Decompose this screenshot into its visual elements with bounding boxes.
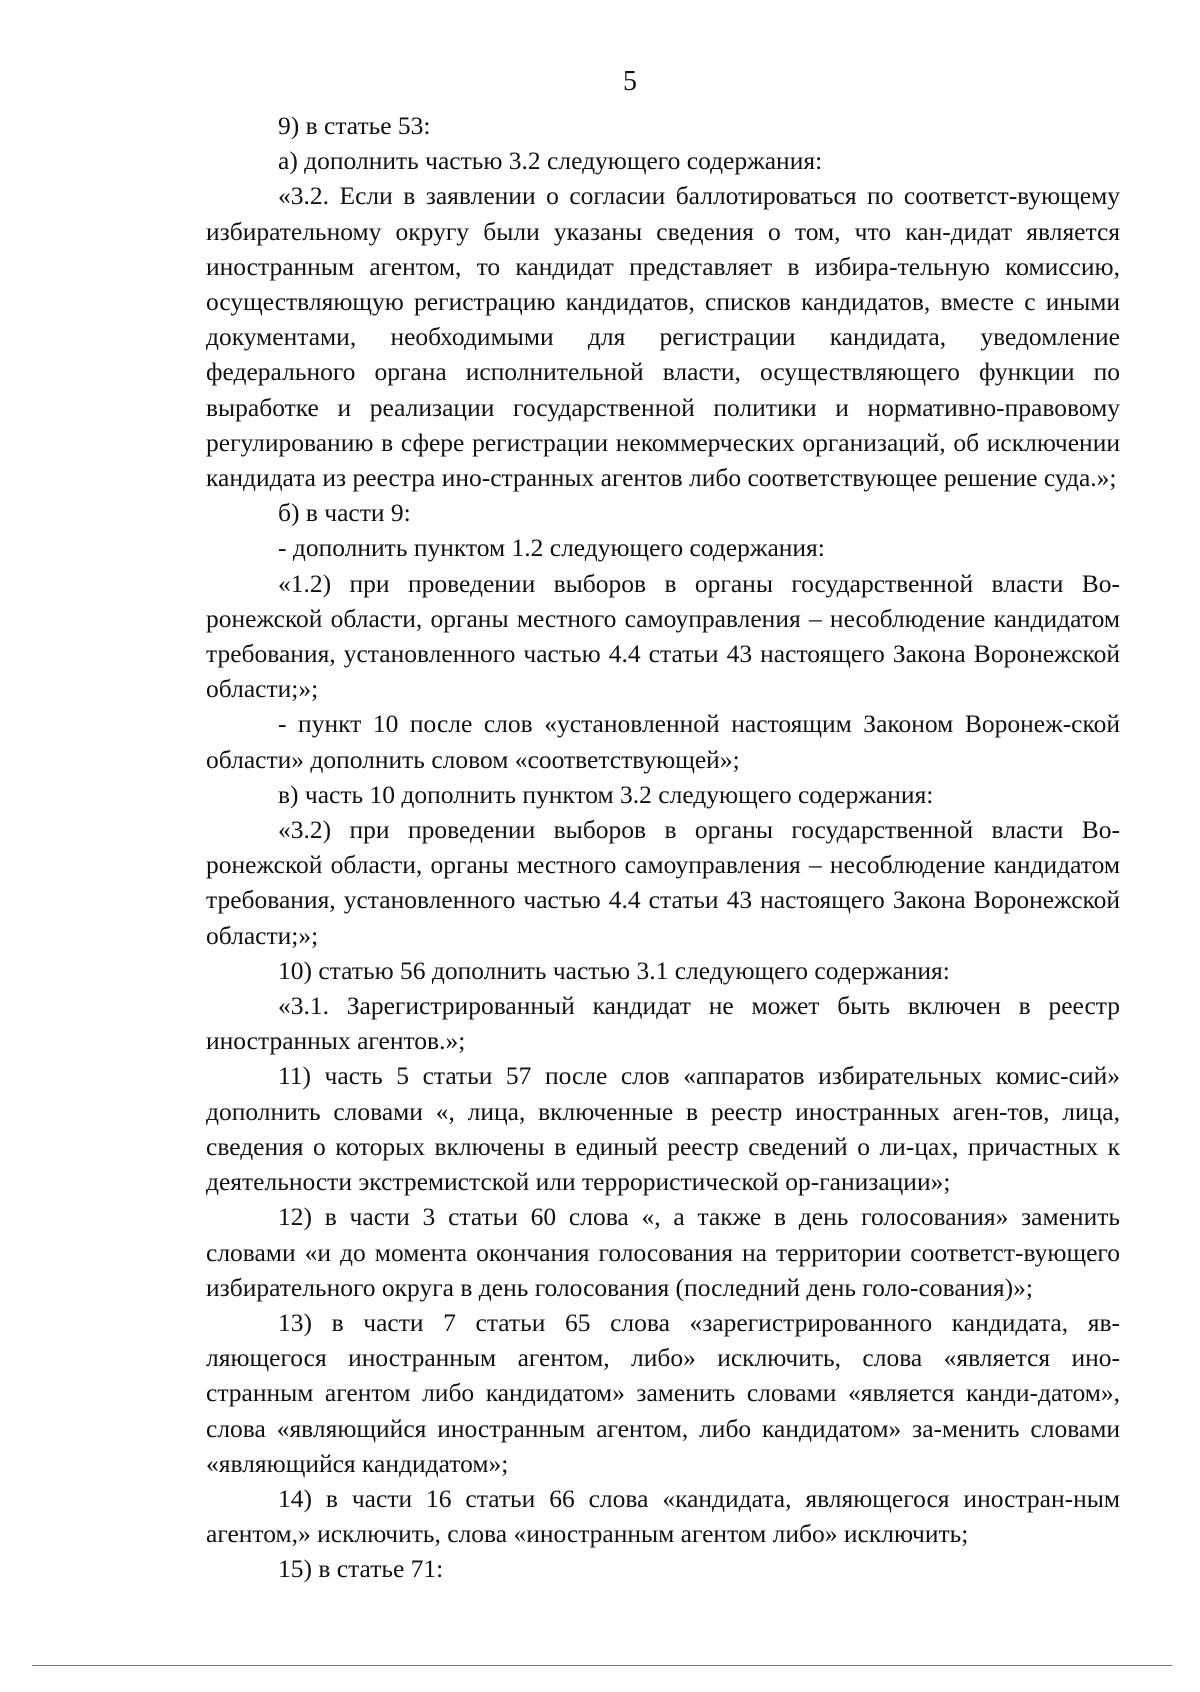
paragraph-quote-3-2: «3.2. Если в заявлении о согласии баллотироваться по соответст-вующему избирательному округу были указаны сведения о том, что кан-дидат является иностранным агентом, то кандидат представляет в избира-тельную комиссию, осуществляющую регистрацию кандидатов, списков кандидатов, вместе с иными документами, необходимыми для регистрации кандидата, уведомление федерального органа исполнительной власти, осуществляющего функции по выработке и реализации государственной политики и нормативно-правовому регулированию в сфере регистрации некоммерческих организаций, об исключении кандидата из реестра ино-странных агентов либо соответствующее решение суда.»;: [206, 181, 1120, 493]
paragraph-item-12: 12) в части 3 статьи 60 слова «, а также в день голосования» заменить словами «и до момента окончания голосования на территории соответст-вующего избирательного округа в день голосования (последний день голо-сования)»;: [206, 1202, 1120, 1302]
paragraph-subitem-b: б) в части 9:: [278, 498, 411, 528]
paragraph-item-11: 11) часть 5 статьи 57 после слов «аппаратов избирательных комис-сий» дополнить словами «, лица, включенные в реестр иностранных аген-тов, лица, сведения о которых включены в единый реестр сведений о ли-цах, причастных к деятельности экстремистской или террористической ор-ганизации»;: [206, 1061, 1120, 1197]
paragraph-add-point-1-2: - дополнить пунктом 1.2 следующего содержания:: [278, 533, 825, 563]
paragraph-item-10: 10) статью 56 дополнить частью 3.1 следующего содержания:: [278, 955, 950, 985]
paragraph-subitem-v: в) часть 10 дополнить пунктом 3.2 следующего содержания:: [278, 779, 934, 809]
paragraph-quote-3-2-b: «3.2) при проведении выборов в органы государственной власти Во-ронежской области, органы местного самоуправления – несоблюдение кандидатом требования, установленного частью 4.4 статьи 43 настоящего Закона Воронежской области;»;: [206, 815, 1120, 950]
paragraph-item-15: 15) в статье 71:: [278, 1554, 444, 1584]
paragraph-subitem-a: а) дополнить частью 3.2 следующего содержания:: [278, 146, 823, 176]
paragraph-quote-3-1: «3.1. Зарегистрированный кандидат не может быть включен в реестр иностранных агентов.»;: [206, 991, 1120, 1056]
paragraph-item-9: 9) в статье 53:: [278, 111, 431, 140]
document-body: [206, 108, 1120, 1587]
page-number: 5: [623, 66, 637, 97]
bottom-rule: [32, 1665, 1172, 1666]
paragraph-point-10: - пункт 10 после слов «установленной настоящим Законом Воронеж-ской области» дополнить словом «соответствующей»;: [206, 709, 1120, 774]
paragraph-item-14: 14) в части 16 статьи 66 слова «кандидата, являющегося иностран-ным агентом,» исключить, слова «иностранным агентом либо» исключить;: [206, 1483, 1120, 1549]
paragraph-quote-1-2: «1.2) при проведении выборов в органы государственной власти Во-ронежской области, органы местного самоуправления – несоблюдение кандидатом требования, установленного частью 4.4 статьи 43 настоящего Закона Воронежской области;»;: [206, 568, 1120, 704]
paragraph-item-13: 13) в части 7 статьи 65 слова «зарегистрированного кандидата, яв-ляющегося иностранным агентом, либо» исключить, слова «является ино-странным агентом либо кандидатом» заменить словами «является канди-датом», слова «являющийся иностранным агентом, либо кандидатом» за-менить словами «являющийся кандидатом»;: [206, 1307, 1120, 1478]
